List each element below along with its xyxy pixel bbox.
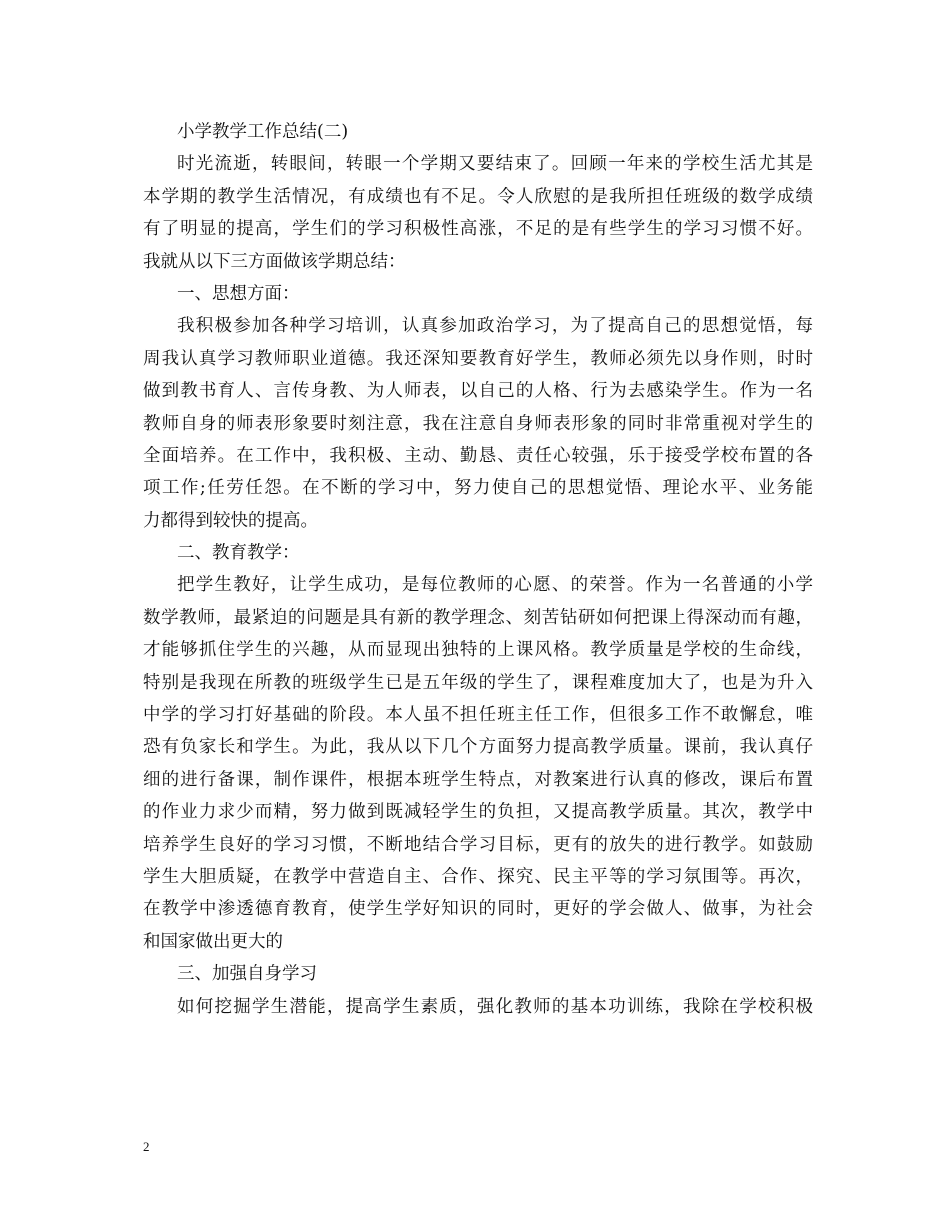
section-heading-self-study: 三、加强自身学习 bbox=[177, 964, 317, 985]
paragraph-line: 数学教师，最紧迫的问题是具有新的教学理念、刻苦钻研如何把课上得深动而有趣， bbox=[143, 607, 813, 628]
paragraph-line: 力都得到较快的提高。 bbox=[143, 510, 318, 531]
paragraph-line: 我就从以下三方面做该学期总结： bbox=[143, 251, 406, 272]
document-body bbox=[143, 116, 813, 1023]
section-heading-thought: 一、思想方面： bbox=[177, 283, 300, 304]
document-title: 小学教学工作总结(二) bbox=[177, 122, 349, 142]
paragraph-line: 在教学中渗透德育教育，使学生学好知识的同时，更好的学会做人、做事，为社会 bbox=[143, 899, 813, 920]
paragraph-line: 项工作;任劳任怨。在不断的学习中，努力使自己的思想觉悟、理论水平、业务能 bbox=[143, 478, 813, 499]
paragraph-line: 才能够抓住学生的兴趣，从而显现出独特的上课风格。教学质量是学校的生命线， bbox=[143, 640, 813, 661]
paragraph-line: 全面培养。在工作中，我积极、主动、勤恳、责任心较强，乐于接受学校布置的各 bbox=[143, 445, 813, 466]
paragraph-line: 本学期的教学生活情况，有成绩也有不足。令人欣慰的是我所担任班级的数学成绩 bbox=[143, 186, 813, 207]
paragraph-line: 和国家做出更大的 bbox=[143, 931, 283, 952]
paragraph-line: 恐有负家长和学生。为此，我从以下几个方面努力提高教学质量。课前，我认真仔 bbox=[143, 737, 813, 758]
paragraph-line: 做到教书育人、言传身教、为人师表，以自己的人格、行为去感染学生。作为一名 bbox=[143, 381, 813, 402]
paragraph-line: 特别是我现在所教的班级学生已是五年级的学生了，课程难度加大了，也是为升入 bbox=[143, 672, 813, 693]
paragraph-line: 学生大胆质疑，在教学中营造自主、合作、探究、民主平等的学习氛围等。再次， bbox=[143, 866, 813, 887]
paragraph-line: 我积极参加各种学习培训，认真参加政治学习，为了提高自己的思想觉悟，每 bbox=[177, 316, 813, 337]
paragraph-line: 的作业力求少而精，努力做到既减轻学生的负担，又提高教学质量。其次，教学中 bbox=[143, 802, 813, 823]
paragraph-line: 细的进行备课，制作课件，根据本班学生特点，对教案进行认真的修改，课后布置 bbox=[143, 769, 813, 790]
section-heading-teaching: 二、教育教学： bbox=[177, 543, 300, 564]
paragraph-line: 如何挖掘学生潜能，提高学生素质，强化教师的基本功训练，我除在学校积极 bbox=[177, 996, 813, 1017]
paragraph-line: 培养学生良好的学习习惯，不断地结合学习目标，更有的放失的进行教学。如鼓励 bbox=[143, 834, 813, 855]
paragraph-line: 教师自身的师表形象要时刻注意，我在注意自身师表形象的同时非常重视对学生的 bbox=[143, 413, 813, 434]
page-number: 2 bbox=[143, 1139, 150, 1154]
paragraph-line: 有了明显的提高，学生们的学习积极性高涨，不足的是有些学生的学习习惯不好。 bbox=[143, 219, 813, 240]
paragraph-line: 周我认真学习教师职业道德。我还深知要教育好学生，教师必须先以身作则，时时 bbox=[143, 348, 813, 369]
paragraph-line: 把学生教好，让学生成功，是每位教师的心愿、的荣誉。作为一名普通的小学 bbox=[177, 575, 813, 596]
paragraph-line: 时光流逝，转眼间，转眼一个学期又要结束了。回顾一年来的学校生活尤其是 bbox=[177, 154, 813, 175]
paragraph-line: 中学的学习打好基础的阶段。本人虽不担任班主任工作，但很多工作不敢懈怠，唯 bbox=[143, 705, 813, 726]
